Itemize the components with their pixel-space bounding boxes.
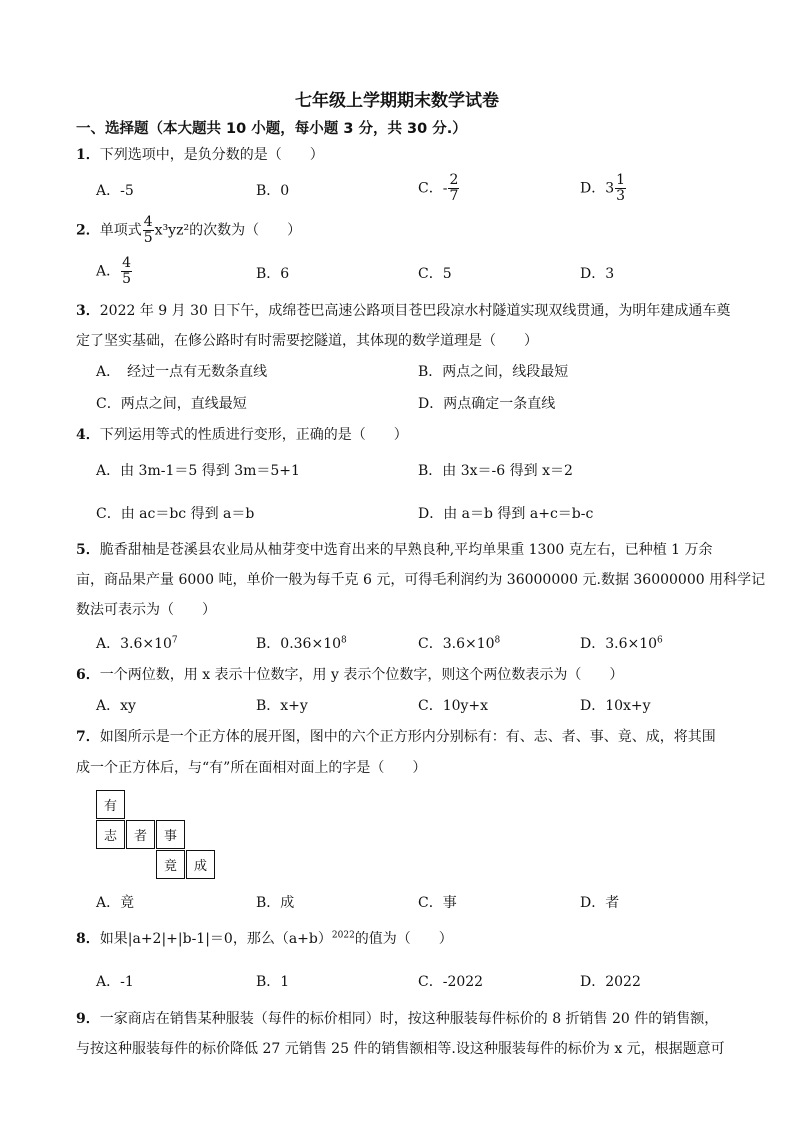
question-9-line-2: 与按这种服装每件的标价降低 27 元销售 25 件的销售额相等.设这种服装每件的标价为 x 元，根据题意可 — [76, 1041, 725, 1057]
q2-option-b: B．6 — [256, 266, 290, 282]
question-3-line-2: 定了坚实基础，在修公路时有时需要挖隧道，其体现的数学道理是（ ） — [76, 333, 538, 349]
fraction-denominator: 5 — [143, 230, 153, 246]
q3-option-a: A． 经过一点有无数条直线 — [96, 364, 268, 380]
fraction-numerator: 2 — [449, 172, 459, 188]
fraction-numerator: 4 — [122, 255, 132, 271]
question-text: 脆香甜柚是苍溪县农业局从柚芽变中选育出来的早熟良种,平均单果重 1300 克左右，已种植 1 万余 — [99, 542, 713, 558]
q5-option-c — [418, 635, 500, 653]
fraction — [448, 173, 459, 204]
question-number: 7． — [76, 729, 100, 745]
question-number: 2． — [76, 222, 100, 239]
q6-option-d: D．10x+y — [580, 698, 651, 714]
q3-option-b: B．两点之间，线段最短 — [418, 364, 569, 380]
question-7-line-1 — [76, 728, 716, 746]
q6-option-a: A．xy — [96, 698, 136, 714]
q5-option-a — [96, 635, 178, 653]
question-text: 一个两位数，用 x 表示十位数字，用 y 表示个位数字，则这个两位数表示为（ ） — [99, 667, 624, 683]
q2-option-a — [96, 256, 133, 287]
q7-option-a: A．竟 — [96, 895, 135, 911]
question-number: 1． — [76, 147, 100, 163]
q1-option-c — [418, 173, 460, 204]
q1-option-b: B．0 — [256, 183, 290, 199]
question-5-line-3: 数法可表示为（ ） — [76, 602, 216, 618]
question-text: 如图所示是一个正方体的展开图，图中的六个正方形内分别标有：有、志、者、事、竟、成，将其围 — [99, 729, 716, 745]
q8-option-b: B．1 — [256, 974, 290, 990]
q2-option-d: D．3 — [580, 266, 615, 282]
q3-option-d: D．两点确定一条直线 — [418, 396, 556, 412]
question-5-line-2: 亩，商品果产量 6000 吨，单价一般为每千克 6 元，可得毛利润约为 36000000 元.数据 36000000 用科学记 — [76, 572, 766, 588]
q4-option-a: A．由 3m-1＝5 得到 3m＝5+1 — [96, 463, 300, 479]
option-exponent: 7 — [171, 635, 178, 646]
question-number: 9． — [76, 1011, 100, 1027]
q3-option-c: C．两点之间，直线最短 — [96, 396, 247, 412]
question-number: 5． — [76, 542, 100, 558]
cube-net-face: 成 — [186, 850, 215, 879]
fraction-numerator: 1 — [616, 172, 626, 188]
q8-option-c: C．-2022 — [418, 974, 484, 990]
question-8 — [76, 930, 453, 948]
question-text: 一家商店在销售某种服装（每件的标价相同）时，按这种服装每件标价的 8 折销售 20 件的销售额， — [99, 1011, 719, 1027]
question-text-post: 的值为（ ） — [354, 931, 453, 947]
option-exponent: 8 — [494, 635, 501, 646]
option-base: C．3.6×10 — [418, 636, 495, 652]
q4-option-c: C．由 ac＝bc 得到 a＝b — [96, 506, 255, 522]
q1-option-d — [580, 173, 627, 204]
q4-option-b: B．由 3x＝-6 得到 x＝2 — [418, 463, 573, 479]
fraction-denominator: 3 — [616, 188, 626, 204]
option-base: A．3.6×10 — [96, 636, 172, 652]
section-heading-choice: 一、选择题（本大题共 10 小题，每小题 3 分，共 30 分.） — [76, 121, 467, 137]
q8-option-a: A．-1 — [96, 974, 134, 990]
question-text: 下列选项中，是负分数的是（ ） — [99, 147, 324, 163]
question-number: 6． — [76, 667, 100, 683]
question-number: 4． — [76, 427, 100, 443]
question-3-line-1 — [76, 302, 730, 320]
q4-option-d: D．由 a＝b 得到 a+c＝b-c — [418, 506, 594, 522]
cube-net-face: 志 — [96, 820, 125, 849]
q7-option-b: B．成 — [256, 895, 295, 911]
fraction-denominator: 7 — [449, 188, 459, 204]
exponent: 2022 — [331, 930, 355, 941]
q5-option-d — [580, 635, 663, 653]
q8-option-d: D．2022 — [580, 974, 641, 990]
option-base: D．3.6×10 — [580, 636, 658, 652]
option-exponent: 6 — [657, 635, 663, 646]
q6-option-c: C．10y+x — [418, 698, 489, 714]
question-number: 3． — [76, 303, 100, 319]
question-text-pre: 如果|a+2|+|b-1|＝0，那么（a+b） — [99, 931, 332, 947]
cube-net-diagram — [96, 790, 216, 880]
fraction — [615, 173, 626, 204]
option-prefix: C．- — [418, 180, 448, 197]
fraction — [143, 215, 154, 246]
q5-option-b — [256, 635, 347, 653]
q2-option-c: C．5 — [418, 266, 452, 282]
question-number: 8． — [76, 931, 100, 947]
cube-net-face: 事 — [156, 820, 185, 849]
question-1 — [76, 146, 324, 164]
question-text: 下列运用等式的性质进行变形，正确的是（ ） — [99, 427, 408, 443]
q1-option-a: A．-5 — [96, 183, 134, 199]
fraction-numerator: 4 — [143, 214, 153, 230]
q7-option-c: C．事 — [418, 895, 457, 911]
cube-net-face: 竟 — [156, 850, 185, 879]
question-2 — [76, 215, 301, 246]
q6-option-b: B．x+y — [256, 698, 308, 714]
question-9-line-1 — [76, 1010, 718, 1028]
question-6 — [76, 666, 623, 684]
cube-net-face: 者 — [126, 820, 155, 849]
question-5-line-1 — [76, 541, 713, 559]
monomial-expression: x³yz² — [154, 222, 190, 239]
question-7-line-2: 成一个正方体后，与“有”所在面相对面上的字是（ ） — [76, 760, 427, 776]
option-base: B．0.36×10 — [256, 636, 342, 652]
q7-option-d: D．者 — [580, 895, 620, 911]
option-prefix: A． — [96, 263, 121, 280]
question-4 — [76, 426, 408, 444]
fraction — [121, 256, 132, 287]
question-text-post: 的次数为（ ） — [189, 222, 302, 239]
option-prefix: D．3 — [580, 180, 615, 197]
cube-net-face: 有 — [96, 790, 125, 819]
question-text: 2022 年 9 月 30 日下午，成绵苍巴高速公路项目苍巴段凉水村隧道实现双线贯通，为明年建成通车奠 — [99, 303, 731, 319]
exam-title: 七年级上学期期末数学试卷 — [295, 91, 499, 111]
question-text-pre: 单项式 — [99, 222, 142, 239]
fraction-denominator: 5 — [122, 271, 132, 287]
option-exponent: 8 — [341, 635, 347, 646]
